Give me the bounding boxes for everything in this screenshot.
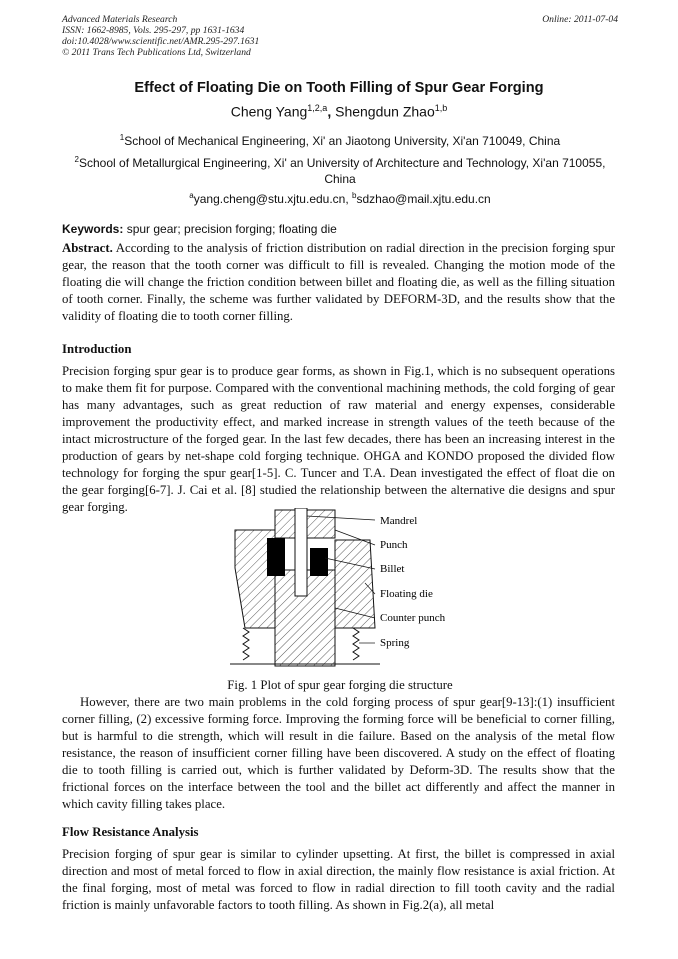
abstract (62, 240, 615, 325)
author-line (40, 103, 638, 120)
affiliation-text-line2: China (324, 172, 356, 186)
mandrel (295, 508, 307, 596)
email-address: yang.cheng@stu.xjtu.edu.cn, (193, 192, 353, 206)
email-line (62, 188, 618, 207)
abstract-label: Abstract. (62, 241, 113, 255)
affiliation-2 (62, 152, 618, 187)
affiliation-text: School of Metallurgical Engineering, Xi' an University of Architecture and Technology, Xi'an 710055, (79, 156, 606, 170)
online-date: Online: 2011-07-04 (542, 14, 618, 25)
author-superscript: 1,2,a (307, 103, 328, 113)
paper-title: Effect of Floating Die on Tooth Filling of Spur Gear Forging (134, 80, 544, 96)
figure-label: Counter punch (380, 612, 446, 624)
floating-die-right (335, 540, 375, 628)
affiliation-marker: 1 (119, 133, 125, 142)
journal-name: Advanced Materials Research (62, 14, 178, 25)
copyright-line: © 2011 Trans Tech Publications Ltd, Switzerland (62, 47, 251, 58)
flow-paragraph: Precision forging of spur gear is similar to cylinder upsetting. At first, the billet is compressed in axial direction and most of metal forced to flow in axial direction, the mainly flow resistance is axial friction. At the final forging, most of metal was forced to flow in radial direction to fill tooth cavity and the radial friction is mainly unfavorable factors to tooth filling. As shown in Fig.2(a), all metal (62, 847, 615, 912)
journal-header (62, 14, 618, 58)
die-structure-figure (225, 508, 465, 678)
email-address: sdzhao@mail.xjtu.edu.cn (356, 192, 491, 206)
affiliation-text: School of Mechanical Engineering, Xi' an Jiaotong University, Xi'an 710049, China (124, 134, 561, 148)
section-heading-introduction: Introduction (62, 342, 132, 356)
figure-label: Floating die (380, 588, 433, 600)
figure-label: Punch (380, 539, 408, 551)
keywords-text: spur gear; precision forging; floating die (123, 222, 337, 236)
keywords-label: Keywords: (62, 222, 124, 236)
author-superscript: 1,b (434, 103, 448, 113)
keywords (62, 222, 618, 236)
doi-line: doi:10.4028/www.scientific.net/AMR.295-297.1631 (62, 36, 260, 47)
email-marker: b (352, 191, 357, 200)
figure-label: Mandrel (380, 515, 418, 527)
billet-left (267, 538, 285, 576)
author-separator: , (327, 103, 332, 120)
billet-right (310, 548, 328, 576)
abstract-text: According to the analysis of friction distribution on radial direction in the precision forging spur gear, the reason that the tooth corner was difficult to fill is revealed. Changing the motion mode of the floating die will change the friction condition between billet and floating die, as well as the filling situation of tooth corner. Finally, the scheme was further validated by DEFORM-3D, and the results show that the validity of floating die to tooth corner filling. (62, 241, 615, 323)
section-heading-flow-resistance: Flow Resistance Analysis (62, 825, 199, 839)
affiliation-marker: 2 (74, 155, 79, 164)
author-name: Shengdun Zhao (335, 103, 435, 120)
intro-paragraph-2: However, there are two main problems in the cold forging process of spur gear[9-13]:(1) insufficient corner filling, (2) excessive forming force. Improving the forming force will be beneficial to corner filling, but is harmful to die strength, which will result in die failure. Based on the analysis of the metal flow resistance, the reason of insufficient corner filling have been discovered. A study on the effect of floating die to tooth filling is carried out, which is further validated by Deform-3D. The results show that the frictional forces on the interface between the tool and the billet act differently and affect the manner in which cavity filling takes place. (62, 695, 615, 811)
figure-caption: Fig. 1 Plot of spur gear forging die structure (227, 678, 453, 692)
figure-label: Spring (380, 637, 410, 649)
author-name: Cheng Yang (230, 103, 308, 120)
figure-label: Billet (380, 563, 405, 575)
issn-line: ISSN: 1662-8985, Vols. 295-297, pp 1631-1634 (62, 25, 245, 36)
affiliation-1 (62, 130, 618, 149)
spring-left (243, 628, 249, 660)
spring-right (353, 628, 359, 660)
intro-paragraph-1: Precision forging spur gear is to produce gear forms, as shown in Fig.1, which is no subsequent operations to make them fit for purpose. Compared with the conventional machining methods, the cold forging of gear has many advantages, such as great reduction of raw material and energy expenses, considerable improvement the productivity effect, and marked increase in strength values of the teeth because of the intact microstructure of the forged gear. In the last few decades, there has been an increasing interest in the production of gears by net-shape cold forging technique. OHGA and KONDO proposed the divided flow technology for forging the spur gear[1-5]. C. Tuncer and T.A. Dean investigated the effect of float die on the gear forging[6-7]. J. Cai et al. [8] studied the relationship between the alternative die designs and spur gear forging. (62, 364, 615, 514)
email-marker: a (189, 191, 194, 200)
